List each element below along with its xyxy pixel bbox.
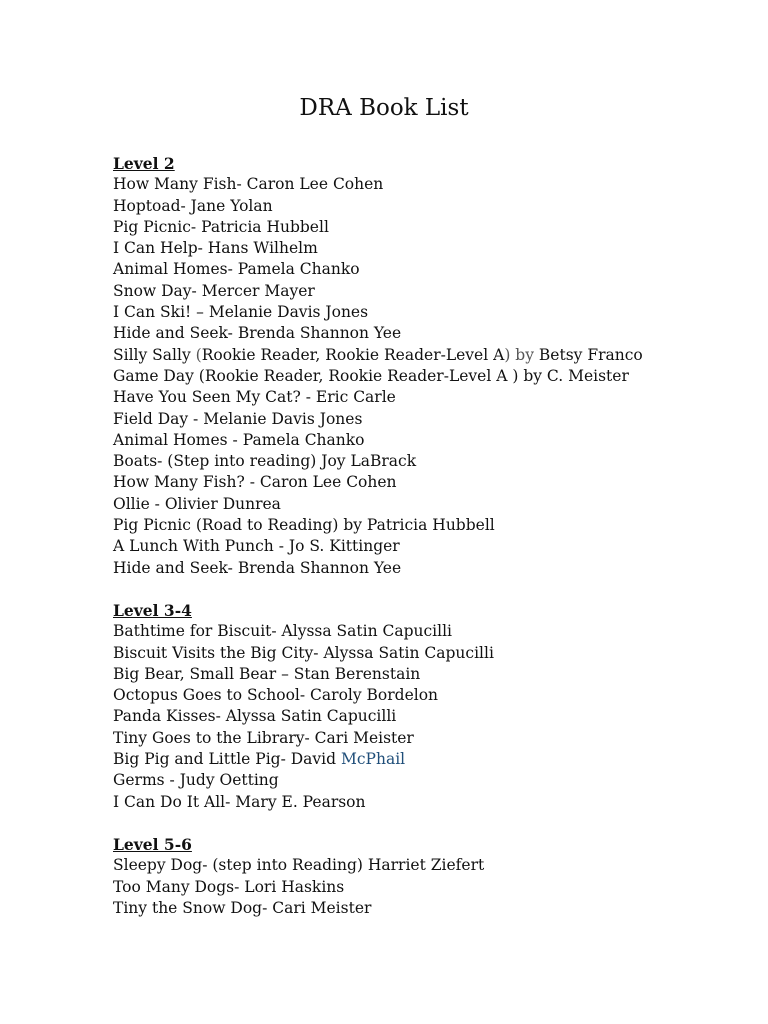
list-item: Game Day (Rookie Reader, Rookie Reader-Level A ) by C. Meister <box>113 366 629 385</box>
list-item: Big Bear, Small Bear – Stan Berenstain <box>113 664 421 683</box>
author-link[interactable]: McPhail <box>340 750 406 769</box>
book-list <box>113 153 733 940</box>
list-item: Germs - Judy Oetting <box>113 771 279 790</box>
list-item <box>113 345 733 366</box>
punctuation: ) by <box>504 345 539 364</box>
list-item: Tiny the Snow Dog- Cari Meister <box>113 898 372 917</box>
list-item: Animal Homes- Pamela Chanko <box>113 260 360 279</box>
list-item: Tiny Goes to the Library- Cari Meister <box>113 728 414 747</box>
list-item: Panda Kisses- Alyssa Satin Capucilli <box>113 707 397 726</box>
series-name: Rookie Reader, Rookie Reader-Level A <box>201 345 505 364</box>
list-item: Biscuit Visits the Big City- Alyssa Satin Capucilli <box>113 643 494 662</box>
list-item: Hoptoad- Jane Yolan <box>113 196 273 215</box>
book-title: Big Pig and Little Pig- David <box>113 750 341 769</box>
book-title: Silly Sally <box>113 345 196 364</box>
list-item: Field Day - Melanie Davis Jones <box>113 409 363 428</box>
list-item: I Can Ski! – Melanie Davis Jones <box>113 303 369 322</box>
list-item: Have You Seen My Cat? - Eric Carle <box>113 388 396 407</box>
list-item: Hide and Seek- Brenda Shannon Yee <box>113 324 402 343</box>
list-item: How Many Fish? - Caron Lee Cohen <box>113 473 397 492</box>
list-item: Snow Day- Mercer Mayer <box>113 281 315 300</box>
section-heading: Level 5-6 <box>113 834 192 854</box>
list-item: Boats- (Step into reading) Joy LaBrack <box>113 452 417 471</box>
list-item: Sleepy Dog- (step into Reading) Harriet Ziefert <box>113 856 485 875</box>
section-level-5-6 <box>113 834 733 919</box>
list-item: Hide and Seek- Brenda Shannon Yee <box>113 558 402 577</box>
list-item: Octopus Goes to School- Caroly Bordelon <box>113 686 439 705</box>
list-item: Bathtime for Biscuit- Alyssa Satin Capucilli <box>113 622 453 641</box>
section-heading: Level 3-4 <box>113 600 192 620</box>
section-heading: Level 2 <box>113 154 175 173</box>
list-item: Pig Picnic (Road to Reading) by Patricia Hubbell <box>113 516 495 535</box>
list-item: How Many Fish- Caron Lee Cohen <box>113 175 384 194</box>
list-item: Too Many Dogs- Lori Haskins <box>113 877 345 896</box>
section-level-3-4 <box>113 600 733 813</box>
list-item: Ollie - Olivier Dunrea <box>113 494 281 513</box>
list-item: Pig Picnic- Patricia Hubbell <box>113 217 329 236</box>
section-level-2 <box>113 153 733 579</box>
list-item: I Can Help- Hans Wilhelm <box>113 239 318 258</box>
list-item: A Lunch With Punch - Jo S. Kittinger <box>113 537 400 556</box>
list-item: I Can Do It All- Mary E. Pearson <box>113 792 366 811</box>
list-item <box>113 749 733 770</box>
document-title: DRA Book List <box>299 95 469 121</box>
author-name: Betsy Franco <box>538 345 643 364</box>
punctuation: ( <box>195 345 202 364</box>
list-item: Animal Homes - Pamela Chanko <box>113 430 365 449</box>
